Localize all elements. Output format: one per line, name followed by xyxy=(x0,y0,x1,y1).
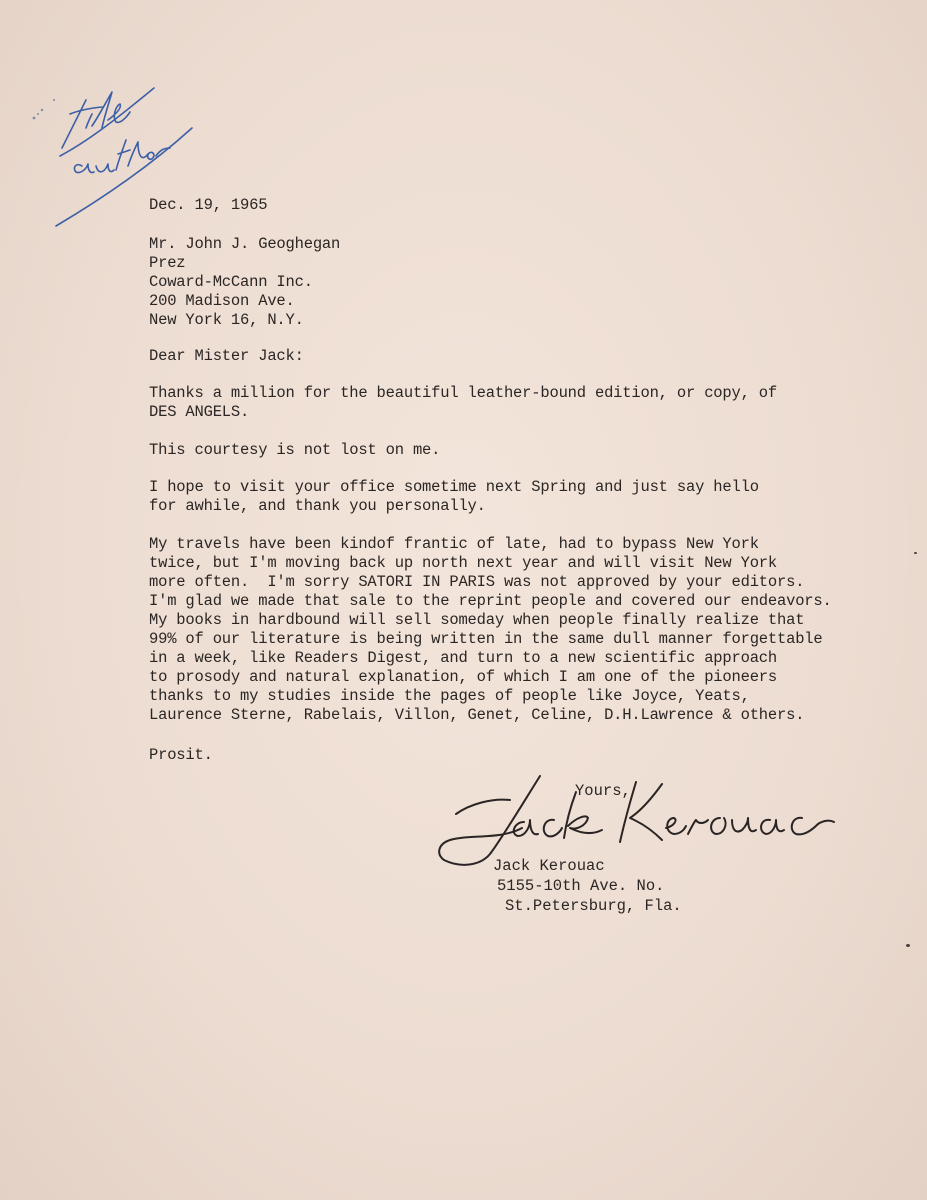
typed-sender-name: Jack Kerouac xyxy=(493,857,605,875)
body-line: 99% of our literature is being written in the same dull manner forgettable xyxy=(149,630,823,648)
recipient-street: 200 Madison Ave. xyxy=(149,292,295,310)
recipient-name: Mr. John J. Geoghegan xyxy=(149,235,341,253)
letter-date: Dec. 19, 1965 xyxy=(149,196,268,214)
body-line: Laurence Sterne, Rabelais, Villon, Genet, Celine, D.H.Lawrence & others. xyxy=(149,706,805,724)
closing-word: Prosit. xyxy=(149,746,213,764)
salutation: Dear Mister Jack: xyxy=(149,347,304,365)
recipient-city: New York 16, N.Y. xyxy=(149,311,304,329)
body-line: thanks to my studies inside the pages of people like Joyce, Yeats, xyxy=(149,687,750,705)
sender-street: 5155-10th Ave. No. xyxy=(497,877,665,895)
body-line: DES ANGELS. xyxy=(149,403,250,421)
sender-city: St.Petersburg, Fla. xyxy=(505,897,682,915)
body-line: I'm glad we made that sale to the reprint people and covered our endeavors. xyxy=(149,592,832,610)
body-line: Thanks a million for the beautiful leather-bound edition, or copy, of xyxy=(149,384,778,402)
body-line: twice, but I'm moving back up north next year and will visit New York xyxy=(149,554,778,572)
body-line: My travels have been kindof frantic of late, had to bypass New York xyxy=(149,535,759,553)
body-line: more often. I'm sorry SATORI IN PARIS was not approved by your editors. xyxy=(149,573,805,591)
body-line: for awhile, and thank you personally. xyxy=(149,497,486,515)
body-line: This courtesy is not lost on me. xyxy=(149,441,441,459)
valediction: Yours, xyxy=(575,782,631,800)
edge-ink-mark xyxy=(914,552,917,554)
body-line: in a week, like Readers Digest, and turn to a new scientific approach xyxy=(149,649,778,667)
edge-ink-mark xyxy=(906,944,910,947)
recipient-company: Coward-McCann Inc. xyxy=(149,273,313,291)
body-line: to prosody and natural explanation, of which I am one of the pioneers xyxy=(149,668,778,686)
body-line: I hope to visit your office sometime next Spring and just say hello xyxy=(149,478,759,496)
body-line: My books in hardbound will sell someday when people finally realize that xyxy=(149,611,805,629)
recipient-title: Prez xyxy=(149,254,186,272)
